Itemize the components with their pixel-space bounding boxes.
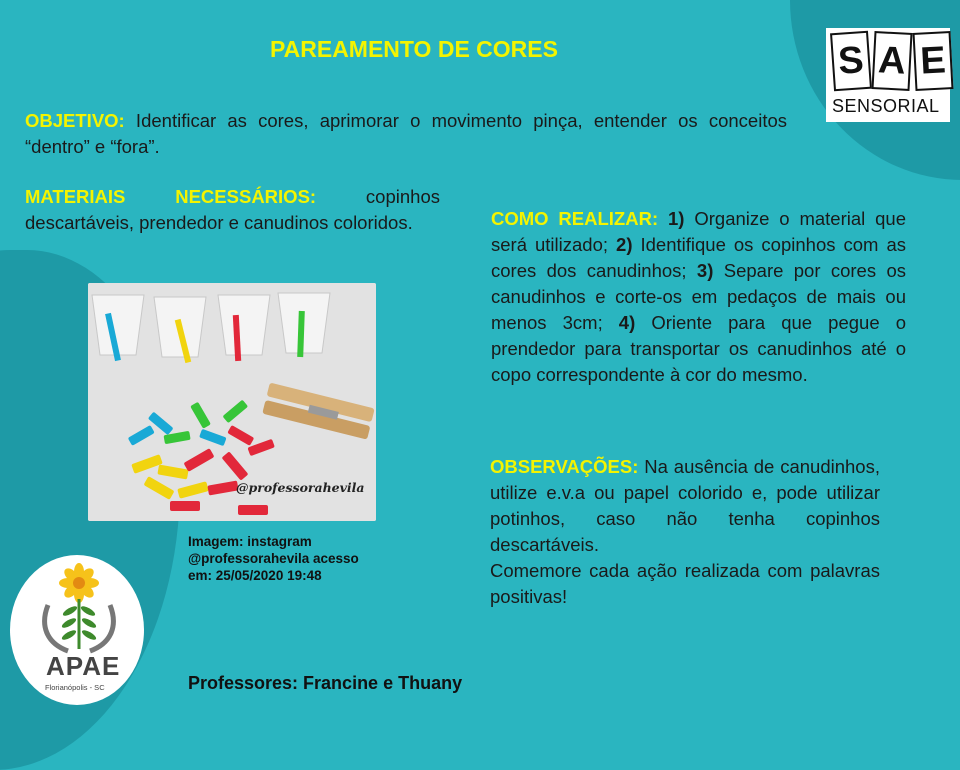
apae-location: Florianópolis - SC bbox=[45, 683, 105, 692]
how-to-label: COMO REALIZAR: bbox=[491, 208, 659, 229]
sae-sensorial-logo bbox=[826, 28, 950, 122]
materials-paragraph bbox=[25, 184, 440, 236]
step-text: Oriente para que pegue o prendedor para transportar os canudinhos até o copo correspondente à cor do mesmo. bbox=[491, 312, 907, 385]
sae-letter: E bbox=[913, 31, 954, 91]
professors-credit: Professores: Francine e Thuany bbox=[188, 673, 463, 693]
objective-paragraph bbox=[25, 108, 787, 160]
caption-line: em: 25/05/2020 19:48 bbox=[188, 568, 322, 583]
observations-text: Na ausência de canudinhos, utilize e.v.a ou papel colorido e, pode utilizar potinhos, caso não tenha copinhos descartáveis. bbox=[490, 456, 880, 555]
step-number: 3) bbox=[686, 260, 714, 281]
image-caption bbox=[188, 533, 359, 584]
apae-name: APAE bbox=[46, 651, 121, 681]
sae-letter: A bbox=[872, 31, 913, 91]
step-number: 1) bbox=[658, 208, 685, 229]
photo-watermark: @professorahevila bbox=[236, 480, 365, 495]
observations-text-2: Comemore cada ação realizada com palavras positivas! bbox=[490, 560, 880, 607]
activity-photo bbox=[88, 283, 376, 521]
caption-line: @professorahevila acesso bbox=[188, 551, 359, 566]
objective-text: Identificar as cores, aprimorar o movimento pinça, entender os conceitos “dentro” e “fora”. bbox=[25, 110, 787, 157]
materials-text: copinhos descartáveis, prendedor e canudinos coloridos. bbox=[25, 186, 440, 233]
step-number: 4) bbox=[602, 312, 636, 333]
sae-subtitle: SENSORIAL bbox=[832, 96, 940, 116]
caption-line: Imagem: instagram bbox=[188, 534, 312, 549]
materials-label: MATERIAIS NECESSÁRIOS: bbox=[25, 186, 317, 207]
observations-label: OBSERVAÇÕES: bbox=[490, 456, 639, 477]
page-title: PAREAMENTO DE CORES bbox=[270, 36, 558, 62]
step-text: Identifique os copinhos com as cores dos canudinhos; bbox=[491, 234, 906, 281]
how-to-paragraph bbox=[491, 206, 906, 388]
sae-letter: S bbox=[830, 31, 872, 92]
step-text: Organize o material que será utilizado; bbox=[491, 208, 907, 255]
step-number: 2) bbox=[608, 234, 633, 255]
step-text: Separe por cores os canudinhos e corte-os em pedaços de mais ou menos 3cm; bbox=[491, 260, 906, 333]
observations-paragraph bbox=[490, 454, 880, 610]
objective-label: OBJETIVO: bbox=[25, 110, 125, 131]
